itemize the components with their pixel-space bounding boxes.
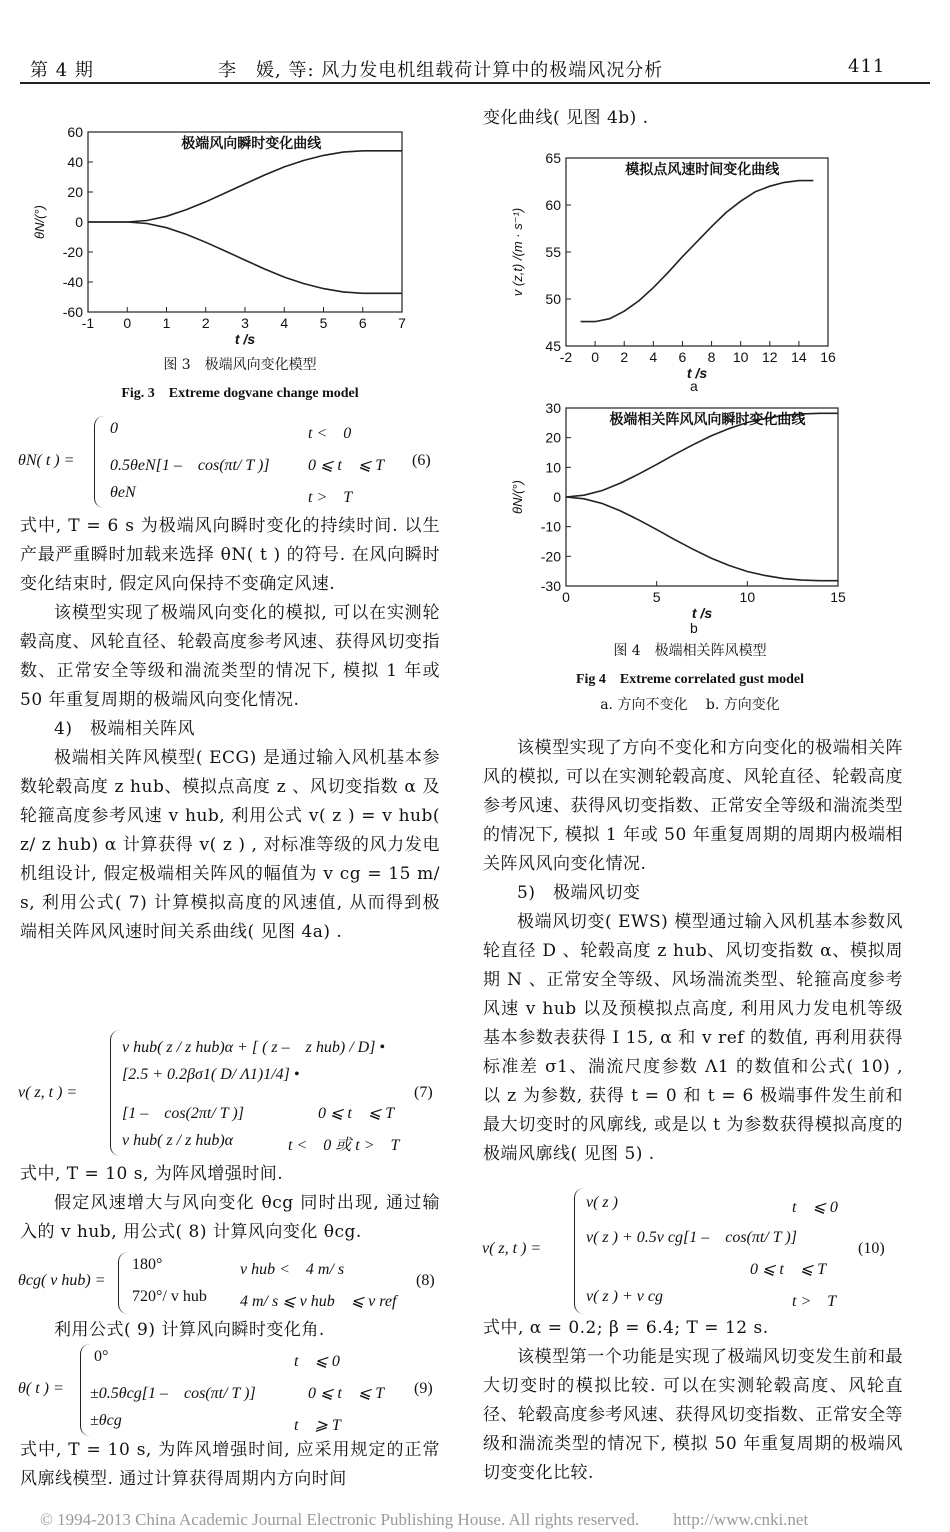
- eq6: [18, 412, 448, 512]
- fig3-x-tick-label: 1: [162, 315, 171, 331]
- eq8-row1: 180°: [132, 1256, 163, 1273]
- left-text-3: [20, 1316, 440, 1345]
- fig3-x-tick-label: 4: [280, 315, 289, 331]
- fig4-sub-a: a. 方向不变化: [600, 697, 688, 713]
- fig3-x-axis-label: t /s: [234, 331, 256, 347]
- eq9-number: (9): [414, 1380, 433, 1397]
- fig3-y-axis-label: θN/(°): [32, 205, 47, 239]
- fig4a-title: 模拟点风速时间变化曲线: [625, 161, 780, 177]
- paragraph: 式中, α = 0.2; β = 6.4; T = 12 s.: [483, 1318, 769, 1338]
- fig4a-x-tick-label: 4: [649, 349, 658, 365]
- eq9-row1: 0°: [94, 1348, 109, 1365]
- fig4b-y-tick-label: -20: [540, 548, 561, 565]
- eq9-row2: ±0.5θcg[1 – cos(πt/ T )]: [90, 1385, 256, 1402]
- paragraph: 式中, T = 10 s, 为阵风增强时间, 应采用规定的正常风廓线模型. 通过计算获得周期内方向时间: [20, 1440, 440, 1489]
- eq9: [18, 1342, 448, 1438]
- eq10-number: (10): [858, 1240, 885, 1257]
- eq7-row4: v hub( z / z hub)α: [122, 1132, 234, 1149]
- eq8-row2-cond: 4 m/ s ⩽ v hub ⩽ v ref: [240, 1293, 397, 1310]
- fig3-chart: [30, 112, 440, 352]
- fig3-y-tick-label: 40: [67, 154, 83, 170]
- eq6-row2-cond: 0 ⩽ t ⩽ T: [308, 457, 385, 474]
- issue-number: 第 4 期: [30, 60, 94, 81]
- fig4a-x-tick-label: 12: [761, 349, 778, 365]
- fig4a-x-tick-label: -2: [559, 349, 573, 365]
- page-number: 411: [848, 56, 886, 77]
- fig4a-x-axis-label: t /s: [686, 365, 708, 381]
- fig3-y-tick-label: -20: [62, 244, 83, 260]
- fig4b-y-axis-label: θN/(°): [510, 480, 525, 514]
- fig4a-y-axis-label: v (z,t) /(m · s⁻¹): [510, 207, 525, 297]
- fig4a-x-tick-label: 8: [707, 349, 716, 365]
- left-text-1: [20, 512, 440, 947]
- fig3-title: 极端风向瞬时变化曲线: [181, 135, 322, 151]
- fig4b-chart: [490, 392, 850, 632]
- fig4b-title: 极端相关阵风风向瞬时变化曲线: [609, 411, 806, 427]
- fig3-caption-en: Fig. 3 Extreme dogvane change model: [121, 386, 359, 401]
- fig3-x-tick-label: 0: [123, 315, 132, 331]
- left-text-2: [20, 1160, 440, 1247]
- fig4a-plot-frame: [566, 158, 828, 346]
- eq10-row3-cond: t > T: [792, 1293, 837, 1310]
- eq6-lhs: θN( t ) =: [18, 452, 75, 469]
- eq9-lhs: θ( t ) =: [18, 1380, 64, 1397]
- eq10-row2: v( z ) + 0.5v cg[1 – cos(πt/ T )]: [586, 1229, 797, 1246]
- fig4-sub-b: b. 方向变化: [705, 697, 780, 713]
- eq7-lhs: v( z, t ) =: [18, 1084, 78, 1101]
- fig3-x-tick-label: 5: [319, 315, 328, 331]
- eq7-row3-cond: 0 ⩽ t ⩽ T: [318, 1105, 395, 1122]
- fig4a-panel-label: a: [690, 378, 698, 394]
- eq8-number: (8): [416, 1272, 435, 1289]
- fig4b-x-axis-label: t /s: [691, 605, 713, 621]
- fig4b-panel-label: b: [690, 620, 698, 636]
- paragraph: 极端风切变( EWS) 模型通过输入风机基本参数风轮直径 D 、轮毂高度 z hub、风切变指数 α、模拟周期 N 、正常安全等级、风场湍流类型、轮箍高度参考风速 v hub 以及预模拟点高度, 利用风力发电机等级基本参数表获得 I 15, α 和 v ref 的数值, 再利用获得标准差 σ1、湍流尺度参数 Λ1 的数值和公式( 10) , 以 z 为参数, 获得 t = 0 和 t = 6 极端事件发生前和最大切变时的风廓线, 或是以 t 为参数获得模拟高度的极端风廓线( 见图 5) .: [483, 912, 903, 1164]
- paragraph: 假定风速增大与风向变化 θcg 同时出现, 通过输入的 v hub, 用公式( 8) 计算风向变化 θcg.: [20, 1193, 440, 1242]
- eq6-number: (6): [412, 452, 431, 469]
- fig4b-y-tick-label: 0: [553, 489, 561, 505]
- fig4-caption-en: Fig 4 Extreme correlated gust model: [575, 672, 805, 687]
- fig4b-x-tick-label: 10: [739, 589, 756, 605]
- fig4a-x-tick-label: 10: [732, 349, 749, 365]
- fig3-y-tick-label: 60: [67, 124, 83, 140]
- eq6-row3-cond: t > T: [308, 489, 353, 506]
- fig3-caption-cn: 图 3 极端风向变化模型: [163, 357, 317, 373]
- eq6-row1: 0: [110, 420, 118, 437]
- fig4-subcaptions: [490, 694, 890, 714]
- fig4a-y-tick-label: 65: [545, 150, 561, 166]
- fig4b-plot-frame: [566, 408, 838, 586]
- eq7-number: (7): [414, 1084, 433, 1101]
- eq10-row1-cond: t ⩽ 0: [792, 1199, 838, 1216]
- fig4a-x-tick-label: 0: [591, 349, 600, 365]
- eq10-row1: v( z ): [586, 1194, 618, 1211]
- section-heading-4: 4) 极端相关阵风: [54, 719, 195, 739]
- eq9-row3-cond: t ⩾ T: [294, 1417, 341, 1434]
- fig4b-y-tick-label: 20: [545, 429, 561, 446]
- eq6-brace: [94, 416, 107, 508]
- paragraph: 该模型实现了方向不变化和方向变化的极端相关阵风的模拟, 可以在实测轮毂高度、风轮直径、轮毂高度参考风速、获得风切变指数、正常安全等级和湍流类型的情况下, 模拟 1 年或 50 年重复周期的周期内极端相关阵风风向变化情况.: [483, 738, 903, 874]
- fig4a-chart: [490, 140, 850, 390]
- fig4a-y-tick-label: 45: [545, 338, 561, 354]
- fig4a-y-tick-label: 55: [545, 244, 561, 260]
- fig4a-series-v: [581, 181, 814, 322]
- fig3-series-negative: [88, 222, 402, 293]
- paragraph: 式中, T = 6 s 为极端风向瞬时变化的持续时间. 以生产最严重瞬时加载来选择 θN( t ) 的符号. 在风向瞬时变化结束时, 假定风向保持不变确定风速.: [20, 516, 440, 594]
- eq7: [18, 1028, 448, 1158]
- running-title: 李 媛, 等: 风力发电机组载荷计算中的极端风况分析: [218, 60, 664, 81]
- fig4b-x-tick-label: 5: [652, 589, 661, 605]
- fig3-x-tick-label: 3: [241, 315, 249, 331]
- eq8-row1-cond: v hub < 4 m/ s: [240, 1261, 345, 1278]
- fig3-y-tick-label: -40: [62, 274, 83, 290]
- eq8-brace: [118, 1252, 131, 1314]
- eq10-lhs: v( z, t ) =: [482, 1240, 542, 1257]
- eq7-row3: [1 – cos(2πt/ T )]: [122, 1105, 244, 1122]
- paragraph: 该模型第一个功能是实现了极端风切变发生前和最大切变时的模拟比较. 可以在实测轮毂高度、风轮直径、轮毂高度参考风速、获得风切变指数、正常安全等级和湍流类型的情况下, 模拟 50 年重复周期的极端风切变变化比较.: [483, 1347, 903, 1483]
- eq6-row1-cond: t < 0: [308, 425, 352, 442]
- copyright-footer: © 1994-2013 China Academic Journal Electronic Publishing House. All rights reserved. http://www.cnki.net: [40, 1510, 809, 1529]
- paragraph: 该模型实现了极端风向变化的模拟, 可以在实测轮毂高度、风轮直径、轮毂高度参考风速、获得风切变指数、正常安全等级和湍流类型的情况下, 模拟 1 年或 50 年重复周期的极端风向变化情况.: [20, 603, 440, 710]
- fig4a-x-tick-label: 16: [820, 349, 836, 365]
- eq10-row3: v( z ) + v cg: [586, 1288, 663, 1305]
- fig4a-x-tick-label: 2: [620, 349, 629, 365]
- fig4b-y-tick-label: -10: [540, 518, 561, 535]
- fig3-x-tick-label: 6: [358, 315, 367, 331]
- fig3-y-tick-label: -60: [62, 304, 83, 320]
- fig4b-x-tick-label: 15: [830, 589, 846, 605]
- fig3-series-positive: [88, 151, 402, 222]
- eq9-row3: ±θcg: [90, 1412, 122, 1429]
- eq9-row2-cond: 0 ⩽ t ⩽ T: [308, 1385, 385, 1402]
- fig4a-y-tick-label: 50: [545, 291, 561, 307]
- fig4a-x-tick-label: 14: [791, 349, 807, 365]
- fig4b-series-negative: [566, 497, 838, 581]
- right-top-text: 变化曲线( 见图 4b) .: [483, 108, 649, 128]
- eq7-row4-cond: t < 0 或 t > T: [288, 1137, 400, 1154]
- fig3-x-tick-label: 7: [398, 315, 406, 331]
- left-text-4: [20, 1436, 440, 1494]
- fig3-y-tick-label: 20: [67, 184, 83, 200]
- eq10: [482, 1186, 912, 1316]
- header-rule: [20, 82, 930, 84]
- eq8-lhs: θcg( v hub) =: [18, 1272, 106, 1289]
- eq7-row2: [2.5 + 0.2βσ1( D/ Λ1)1/4] •: [122, 1066, 300, 1083]
- right-text-2: [483, 1314, 903, 1488]
- section-heading-5: 5) 极端风切变: [517, 883, 641, 903]
- fig4b-y-tick-label: 10: [545, 459, 561, 476]
- fig3-x-tick-label: -1: [81, 315, 95, 331]
- eq10-row2-cond: 0 ⩽ t ⩽ T: [750, 1261, 827, 1278]
- eq8-row2: 720°/ v hub: [132, 1288, 207, 1305]
- eq6-row2: 0.5θeN[1 – cos(πt/ T )]: [110, 457, 270, 474]
- fig3-x-tick-label: 2: [201, 315, 210, 331]
- paragraph: 式中, T = 10 s, 为阵风增强时间.: [20, 1164, 284, 1184]
- fig4a-x-tick-label: 6: [678, 349, 687, 365]
- fig4b-x-tick-label: 0: [562, 589, 570, 605]
- eq9-row1-cond: t ⩽ 0: [294, 1353, 340, 1370]
- right-text-1: [483, 734, 903, 1169]
- fig4b-y-tick-label: -30: [540, 578, 561, 594]
- fig4a-y-tick-label: 60: [545, 197, 561, 213]
- paragraph: 利用公式( 9) 计算风向瞬时变化角.: [54, 1320, 325, 1340]
- fig3-y-tick-label: 0: [75, 214, 83, 230]
- fig4-caption-cn: 图 4 极端相关阵风模型: [613, 643, 767, 659]
- eq8: [18, 1250, 448, 1316]
- paragraph: 极端相关阵风模型( ECG) 是通过输入风机基本参数轮毂高度 z hub、模拟点高度 z 、风切变指数 α 及轮箍高度参考风速 v hub, 利用公式 v( z ) = v hub( z/ z hub) α 计算获得 v( z ) , 对标准等级的风力发电机组设计, 假定极端相关阵风的幅值为 v cg = 15 m/ s, 利用公式( 7) 计算模拟高度的风速值, 从而得到极端相关阵风风速时间关系曲线( 见图 4a) .: [20, 748, 440, 942]
- eq6-row3: θeN: [110, 484, 136, 501]
- fig4b-y-tick-label: 30: [545, 400, 561, 416]
- eq7-row1: v hub( z / z hub)α + [ ( z – z hub) / D] •: [122, 1039, 386, 1056]
